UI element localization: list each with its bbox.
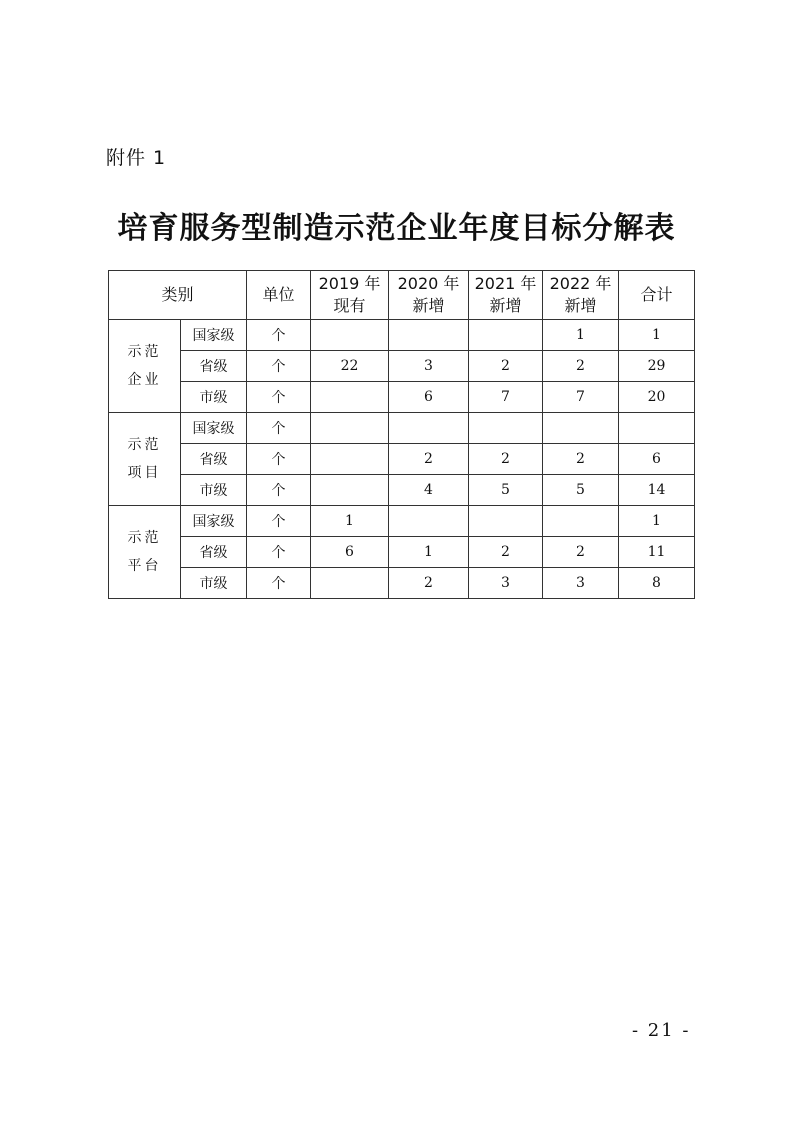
value-2022 — [543, 413, 619, 444]
header-2020-year: 2020 年 — [397, 274, 460, 293]
value-2020: 6 — [389, 382, 469, 413]
value-total: 29 — [619, 351, 695, 382]
value-2022: 2 — [543, 351, 619, 382]
value-2019 — [311, 444, 389, 475]
value-2019: 1 — [311, 506, 389, 537]
header-unit: 单位 — [247, 271, 311, 320]
table-row — [109, 568, 695, 599]
value-2020: 3 — [389, 351, 469, 382]
group-label-line: 示范 — [127, 437, 162, 453]
document-title: 培育服务型制造示范企业年度目标分解表 — [117, 211, 676, 246]
value-2019 — [311, 475, 389, 506]
group-label-line: 示范 — [127, 530, 162, 546]
group-label-line: 企业 — [127, 372, 162, 388]
value-2020: 2 — [389, 568, 469, 599]
value-total: 1 — [619, 506, 695, 537]
value-2021: 3 — [469, 568, 543, 599]
value-2021 — [469, 506, 543, 537]
header-2019-desc: 现有 — [333, 296, 366, 315]
group-label-platform — [109, 506, 181, 599]
value-2019 — [311, 568, 389, 599]
group-label-line: 平台 — [127, 558, 162, 574]
value-2022: 7 — [543, 382, 619, 413]
value-2022: 2 — [543, 537, 619, 568]
level-cell: 国家级 — [181, 506, 247, 537]
level-cell: 市级 — [181, 568, 247, 599]
value-2021: 5 — [469, 475, 543, 506]
group-label-line: 项目 — [127, 465, 162, 481]
value-2020 — [389, 413, 469, 444]
unit-cell: 个 — [247, 475, 311, 506]
unit-cell: 个 — [247, 568, 311, 599]
level-cell: 省级 — [181, 537, 247, 568]
level-cell: 国家级 — [181, 320, 247, 351]
value-2020 — [389, 506, 469, 537]
value-2021 — [469, 413, 543, 444]
value-2022: 2 — [543, 444, 619, 475]
value-2019 — [311, 382, 389, 413]
unit-cell: 个 — [247, 320, 311, 351]
value-2020: 1 — [389, 537, 469, 568]
header-2019-year: 2019 年 — [318, 274, 381, 293]
unit-cell: 个 — [247, 537, 311, 568]
attachment-label: 附件 1 — [106, 147, 167, 169]
value-total — [619, 413, 695, 444]
header-2021-year: 2021 年 — [474, 274, 537, 293]
level-cell: 国家级 — [181, 413, 247, 444]
table-row — [109, 444, 695, 475]
value-total: 8 — [619, 568, 695, 599]
target-breakdown-table — [108, 270, 695, 599]
unit-cell: 个 — [247, 506, 311, 537]
level-cell: 市级 — [181, 382, 247, 413]
header-2021-desc: 新增 — [489, 296, 522, 315]
value-2019 — [311, 413, 389, 444]
value-2021 — [469, 320, 543, 351]
unit-cell: 个 — [247, 444, 311, 475]
unit-cell: 个 — [247, 413, 311, 444]
value-total: 20 — [619, 382, 695, 413]
value-2019 — [311, 320, 389, 351]
value-total: 14 — [619, 475, 695, 506]
table-row — [109, 475, 695, 506]
group-label-project — [109, 413, 181, 506]
header-2022 — [543, 271, 619, 320]
value-2020 — [389, 320, 469, 351]
table-row — [109, 506, 695, 537]
value-2021: 2 — [469, 351, 543, 382]
value-2022: 1 — [543, 320, 619, 351]
value-total: 6 — [619, 444, 695, 475]
level-cell: 省级 — [181, 351, 247, 382]
table-header-row — [109, 271, 695, 320]
table-row — [109, 537, 695, 568]
value-2022: 3 — [543, 568, 619, 599]
group-label-enterprise — [109, 320, 181, 413]
table-row — [109, 382, 695, 413]
value-2020: 2 — [389, 444, 469, 475]
header-2020 — [389, 271, 469, 320]
value-2022: 5 — [543, 475, 619, 506]
value-2019: 22 — [311, 351, 389, 382]
header-category: 类别 — [109, 271, 247, 320]
value-total: 1 — [619, 320, 695, 351]
table-row — [109, 413, 695, 444]
unit-cell: 个 — [247, 351, 311, 382]
value-2021: 2 — [469, 444, 543, 475]
value-2022 — [543, 506, 619, 537]
value-total: 11 — [619, 537, 695, 568]
header-2020-desc: 新增 — [412, 296, 445, 315]
header-2022-desc: 新增 — [564, 296, 597, 315]
level-cell: 省级 — [181, 444, 247, 475]
table-row — [109, 320, 695, 351]
table-row — [109, 351, 695, 382]
value-2021: 7 — [469, 382, 543, 413]
header-2022-year: 2022 年 — [549, 274, 612, 293]
value-2019: 6 — [311, 537, 389, 568]
header-2019 — [311, 271, 389, 320]
value-2021: 2 — [469, 537, 543, 568]
value-2020: 4 — [389, 475, 469, 506]
level-cell: 市级 — [181, 475, 247, 506]
header-2021 — [469, 271, 543, 320]
unit-cell: 个 — [247, 382, 311, 413]
page-number: - 21 - — [632, 1020, 691, 1041]
group-label-line: 示范 — [127, 344, 162, 360]
header-total: 合计 — [619, 271, 695, 320]
